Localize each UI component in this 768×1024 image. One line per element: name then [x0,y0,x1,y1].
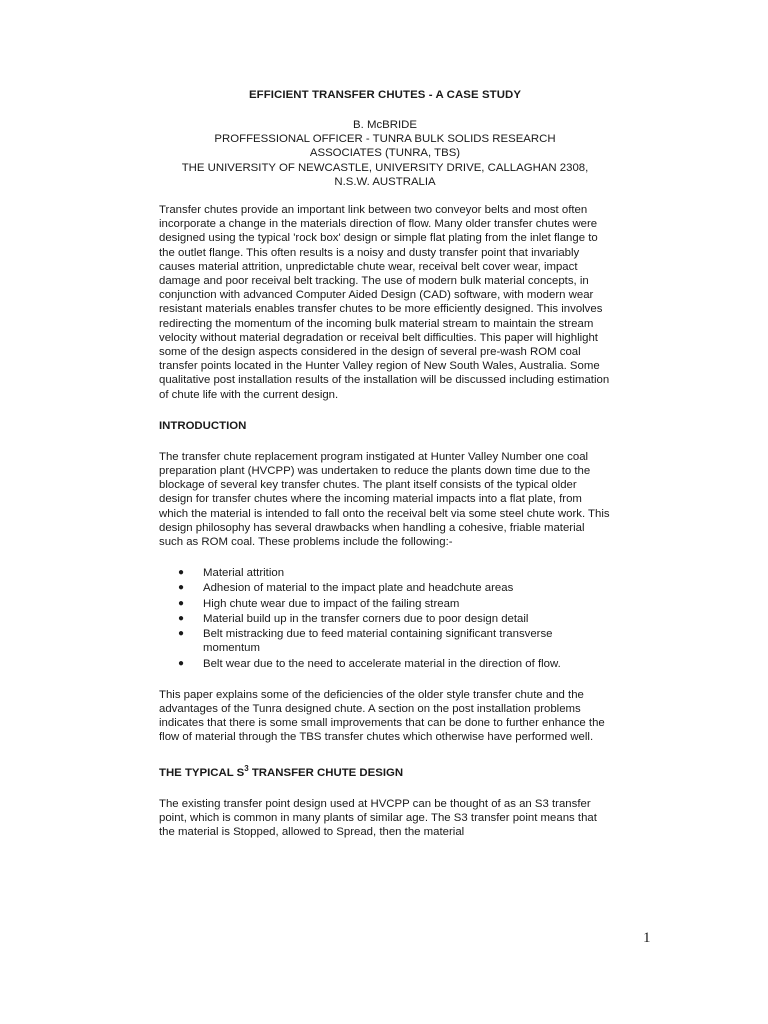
bullet-icon: ● [178,628,185,640]
heading-prefix: THE TYPICAL S [159,766,245,779]
bullet-icon: ● [178,612,185,624]
list-item-text: Material build up in the transfer corners due to poor design detail [203,612,529,625]
list-item [159,627,611,655]
bullet-icon: ● [178,597,185,609]
list-item [159,597,611,611]
introduction-paragraph: The transfer chute replacement program instigated at Hunter Valley Number one coal preparation plant (HVCPP) was undertaken to reduce the plants down time due to the blockage of several key transfer chutes. The plant itself consists of the typical older design for transfer chutes where the incoming material impacts into a flat plate, from which the material is intended to fall onto the receival belt via some steel chute work. This design philosophy has several drawbacks when handling a cohesive, friable material such as ROM coal. These problems include the following:- [159,450,610,549]
author-position-line2: ASSOCIATES (TUNRA, TBS) [309,147,461,160]
list-item-text: Material attrition [203,567,285,580]
list-item [159,581,611,595]
author-block [159,118,611,189]
abstract-paragraph: Transfer chutes provide an important link between two conveyor belts and most often incorporate a change in the materials direction of flow. Many older transfer chutes were designed using the typical 'rock box' design or simple flat plating from the inlet flange to the outlet flange. This often results is a noisy and dusty transfer point that invariably causes material attrition, unpredictable chute wear, receival belt cover wear, impact damage and poor receival belt tracking. The use of modern bulk material concepts, in conjunction with advanced Computer Aided Design (CAD) software, with modern wear resistant materials enables transfer chutes to be more efficiently designed. This involves redirecting the momentum of the incoming bulk material stream to maintain the stream velocity without material degradation or receival belt difficulties. This paper will highlight some of the design aspects considered in the design of several pre-wash ROM coal transfer points located in the Hunter Valley region of New South Wales, Australia. Some qualitative post installation results of the installation will be discussed including estimation of chute life with the current design. [159,204,610,401]
section-heading-s3-design [159,762,611,780]
s3-design-paragraph: The existing transfer point design used at HVCPP can be thought of as an S3 transfer point, which is common in many plants of similar age. The S3 transfer point means that the material is Stopped, allowed to Spread, then the material [159,797,597,838]
paper-title: EFFICIENT TRANSFER CHUTES - A CASE STUDY [248,89,522,101]
problems-list [159,566,611,670]
heading-suffix: TRANSFER CHUTE DESIGN [248,766,404,779]
author-position-line1: PROFFESSIONAL OFFICER - TUNRA BULK SOLIDS RESEARCH [214,133,556,146]
author-address-line1: THE UNIVERSITY OF NEWCASTLE, UNIVERSITY DRIVE, CALLAGHAN 2308, [181,161,589,174]
heading-superscript: 3 [244,763,249,773]
author-name: B. McBRIDE [353,119,417,131]
deficiencies-paragraph: This paper explains some of the deficiencies of the older style transfer chute and the advantages of the Tunra designed chute. A section on the post installation problems indicates that there is some small improvements that can be done to further enhance the flow of material through the TBS transfer chutes which otherwise have performed well. [159,688,605,744]
bullet-icon: ● [178,567,185,579]
list-item [159,612,611,626]
page-number: 1 [643,930,651,946]
page-content [159,89,611,839]
bullet-icon: ● [178,582,185,594]
list-item [159,566,611,580]
list-item-text: Belt wear due to the need to accelerate material in the direction of flow. [203,657,561,670]
list-item-text: Belt mistracking due to feed material containing significant transverse momentum [203,628,553,655]
bullet-icon: ● [178,657,185,669]
list-item [159,657,611,671]
section-heading-introduction: INTRODUCTION [159,419,247,432]
list-item-text: Adhesion of material to the impact plate and headchute areas [203,582,514,595]
list-item-text: High chute wear due to impact of the failing stream [203,597,460,610]
author-address-line2: N.S.W. AUSTRALIA [334,175,436,188]
